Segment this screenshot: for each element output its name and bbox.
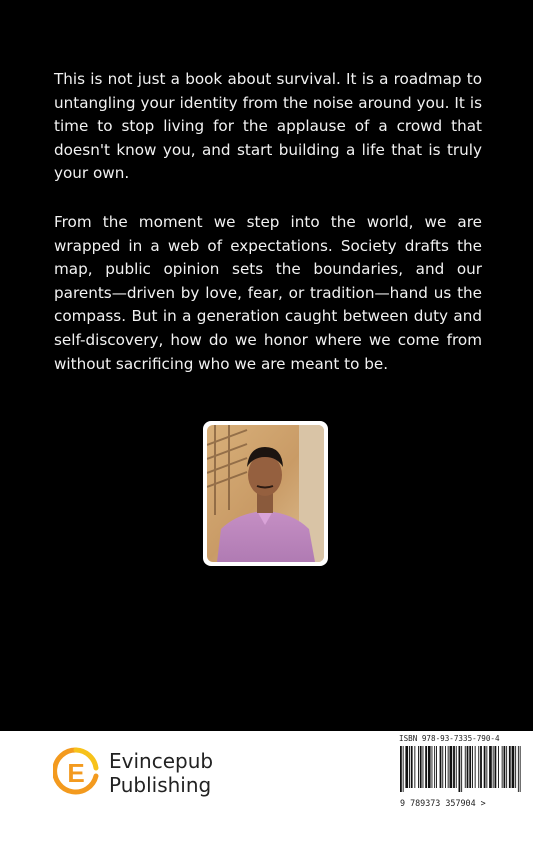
barcode-bar (469, 746, 471, 788)
publisher-logo-icon (53, 746, 99, 798)
barcode-bar (448, 746, 449, 788)
barcode-bar (436, 746, 437, 788)
barcode-bar (478, 746, 479, 788)
barcode-bar (467, 746, 469, 788)
author-photo-frame (203, 421, 328, 566)
barcode (399, 746, 521, 792)
barcode-bar (409, 746, 410, 788)
barcode-bar (418, 746, 419, 788)
barcode-bar (493, 746, 494, 788)
barcode-bar (475, 746, 476, 788)
barcode-bar (442, 746, 443, 788)
barcode-bar (414, 746, 415, 788)
barcode-bar (403, 746, 404, 792)
isbn-block (395, 734, 523, 796)
barcode-bar (411, 746, 413, 788)
author-photo (207, 425, 324, 562)
blurb-paragraph-2: From the moment we step into the world, we are wrapped in a web of expectations. Society drafts the map, public opinion sets the boundaries, and our parents—driven by love, fear, or tradition—hand us the compass. But in a generation caught between duty and self-discovery, how do we honor where we come from without sacrificing who we are meant to be. (54, 213, 482, 373)
barcode-bar (434, 746, 435, 788)
barcode-bar (504, 746, 506, 788)
logo-letter: E (67, 758, 85, 788)
barcode-bar (495, 746, 497, 788)
barcode-bar (489, 746, 492, 788)
publisher-logo (53, 746, 213, 801)
barcode-bar (520, 746, 521, 792)
barcode-bar (453, 746, 455, 788)
barcode-bar (400, 746, 402, 792)
barcode-bar (484, 746, 486, 788)
barcode-bar (420, 746, 422, 788)
barcode-bar (486, 746, 487, 788)
blurb-paragraph-1: This is not just a book about survival. It is a roadmap to untangling your identity from the noise around you. It is time to stop living for the applause of a crowd that doesn't know you, and start building a life that is truly your own. (54, 70, 482, 183)
barcode-bar (456, 746, 457, 788)
barcode-bar (498, 746, 499, 788)
barcode-bar (405, 746, 408, 788)
barcode-bar (515, 746, 516, 788)
barcode-bar (512, 746, 515, 788)
barcode-bar (509, 746, 511, 788)
barcode-bar (480, 746, 482, 788)
barcode-bar (459, 746, 461, 792)
barcode-bar (423, 746, 424, 788)
barcode-digits: 9 789373 357904 > (400, 798, 486, 808)
barcode-bar (472, 746, 473, 788)
back-cover-footer (0, 731, 533, 861)
publisher-name-line-1: Evincepub (109, 749, 214, 773)
barcode-bar (440, 746, 442, 788)
barcode-bar (461, 746, 462, 792)
barcode-bar (425, 746, 427, 788)
barcode-bar (432, 746, 433, 788)
isbn-label: ISBN 978-93-7335-790-4 (399, 734, 500, 743)
barcode-bar (445, 746, 446, 788)
barcode-bar (465, 746, 466, 788)
barcode-bar (450, 746, 453, 788)
barcode-bar (428, 746, 431, 788)
barcode-bar (502, 746, 503, 788)
barcode-bar (506, 746, 507, 788)
barcode-bar (518, 746, 519, 792)
publisher-name-line-2: Publishing (109, 773, 212, 797)
